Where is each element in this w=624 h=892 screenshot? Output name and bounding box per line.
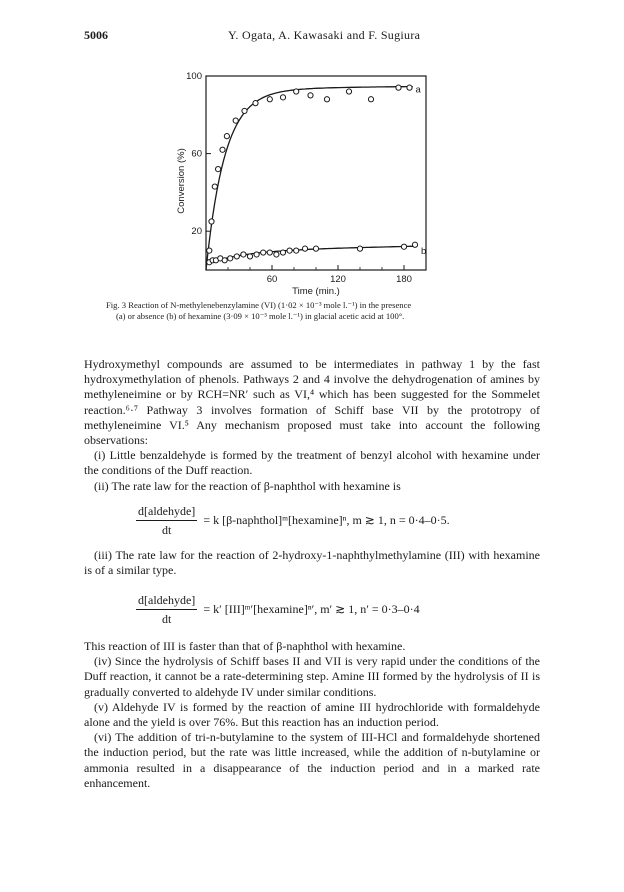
x-tick-label: 120 xyxy=(330,274,346,285)
figure-caption xyxy=(84,300,544,322)
data-point-b xyxy=(280,250,285,255)
data-point-a xyxy=(324,97,329,102)
caption-line-2: (a) or absence (b) of hexamine (3·09 × 10⁻³ mole l.⁻¹) in glacial acetic acid at 100°. xyxy=(116,311,405,321)
data-point-b xyxy=(274,252,279,257)
x-axis-label: Time (min.) xyxy=(292,286,340,297)
data-point-a xyxy=(207,248,212,253)
data-point-b xyxy=(401,244,406,249)
y-tick-label: 20 xyxy=(191,226,202,238)
data-point-b xyxy=(287,248,292,253)
caption-line-1: Fig. 3 Reaction of N-methylenebenzylamine (VI) (1·02 × 10⁻³ mole l.⁻¹) in the presence xyxy=(106,300,412,310)
y-tick-label: 100 xyxy=(186,71,202,82)
eq2-denominator: dt xyxy=(161,611,172,626)
article-body xyxy=(84,357,540,791)
plot-frame xyxy=(206,76,426,270)
data-point-a xyxy=(396,85,401,90)
eq1-denominator: dt xyxy=(161,523,172,538)
running-header-authors: Y. Ogata, A. Kawasaki and F. Sugiura xyxy=(228,28,421,42)
page-number: 5006 xyxy=(84,28,108,42)
paragraph-comparison: This reaction of III is faster than that of β-naphthol with hexamine. xyxy=(84,639,406,654)
data-point-b xyxy=(267,250,272,255)
data-point-a xyxy=(216,167,221,172)
chart-points xyxy=(207,85,418,265)
data-point-b xyxy=(313,246,318,251)
conversion-chart xyxy=(0,0,624,300)
data-point-b xyxy=(228,256,233,261)
data-point-a xyxy=(253,101,258,106)
data-point-b xyxy=(261,250,266,255)
data-point-b xyxy=(234,254,239,259)
eq2-rhs: = k′ [III]ᵐ′[hexamine]ⁿ′, m′ ≳ 1, n′ = 0·3–0·4 xyxy=(203,602,420,617)
data-point-a xyxy=(233,118,238,123)
data-point-b xyxy=(247,254,252,259)
chart-axes xyxy=(206,76,426,270)
data-point-a xyxy=(212,184,217,189)
observation-v: (v) Aldehyde IV is formed by the reaction of amine III hydrochloride with formaldehyde alone and the yield is over 76%. But this reaction has an induction period. xyxy=(84,699,540,730)
data-point-b xyxy=(222,258,227,263)
rate-law-equation-2 xyxy=(136,593,540,627)
curve-a xyxy=(206,87,413,270)
data-point-a xyxy=(407,85,412,90)
eq1-rhs: = k [β-naphthol]ᵐ[hexamine]ⁿ, m ≳ 1, n = 0·4–0·5. xyxy=(203,513,450,528)
observation-vi: (vi) The addition of tri-n-butylamine to the system of III-HCl and formaldehyde shortened the induction period, but the rate was little increased, while the addition of n-butylamine or ammonia resulted in a disappearance of the induction period and in a marked rate enhancement. xyxy=(84,730,540,790)
observation-iv: (iv) Since the hydrolysis of Schiff bases II and VII is very rapid under the conditions of the Duff reaction, it cannot be a rate-determining step. Amine III formed by the hydrolysis of II is gradually converted to aldehyde IV under similar conditions. xyxy=(84,654,540,699)
data-point-a xyxy=(224,134,229,139)
data-point-a xyxy=(242,108,247,113)
observation-ii: (ii) The rate law for the reaction of β-naphthol with hexamine is xyxy=(94,478,401,493)
chart-curves xyxy=(206,87,413,270)
series-label-a: a xyxy=(415,84,421,96)
x-tick-label: 60 xyxy=(266,274,278,285)
y-axis-label: Conversion (%) xyxy=(176,148,187,214)
series-label-b: b xyxy=(421,245,427,257)
observation-iii: (iii) The rate law for the reaction of 2-hydroxy-1-naphthylmethylamine (III) with hexamine is of a similar type. xyxy=(84,548,540,578)
data-point-b xyxy=(412,242,417,247)
data-point-a xyxy=(209,219,214,224)
data-point-b xyxy=(357,246,362,251)
data-point-a xyxy=(308,93,313,98)
observation-i: (i) Little benzaldehyde is formed by the treatment of benzyl alcohol with hexamine under the conditions of the Duff reaction. xyxy=(84,448,540,478)
data-point-b xyxy=(254,252,259,257)
data-point-b xyxy=(302,246,307,251)
y-tick-label: 60 xyxy=(191,148,202,160)
eq1-numerator: d[aldehyde] xyxy=(136,504,197,521)
data-point-a xyxy=(267,97,272,102)
eq2-numerator: d[aldehyde] xyxy=(136,593,197,610)
paragraph-intro: Hydroxymethyl compounds are assumed to be intermediates in pathway 1 by the fast hydroxymethylation of phenols. Pathways 2 and 4 involve the dehydrogenation of amines by methyleneimine or by RCH=NR′ such as VI,⁴ which has been suggested for the Sommelet reaction.⁶·⁷ Pathway 3 involves formation of Schiff base VII by the prototropy of methyleneimine VI.⁵ Any mechanism proposed must take into account the following observations: xyxy=(84,357,540,448)
data-point-b xyxy=(294,248,299,253)
data-point-a xyxy=(280,95,285,100)
data-point-b xyxy=(241,252,246,257)
data-point-a xyxy=(368,97,373,102)
data-point-a xyxy=(346,89,351,94)
data-point-a xyxy=(294,89,299,94)
data-point-a xyxy=(220,147,225,152)
x-tick-label: 180 xyxy=(396,274,412,285)
rate-law-equation-1 xyxy=(136,504,540,538)
